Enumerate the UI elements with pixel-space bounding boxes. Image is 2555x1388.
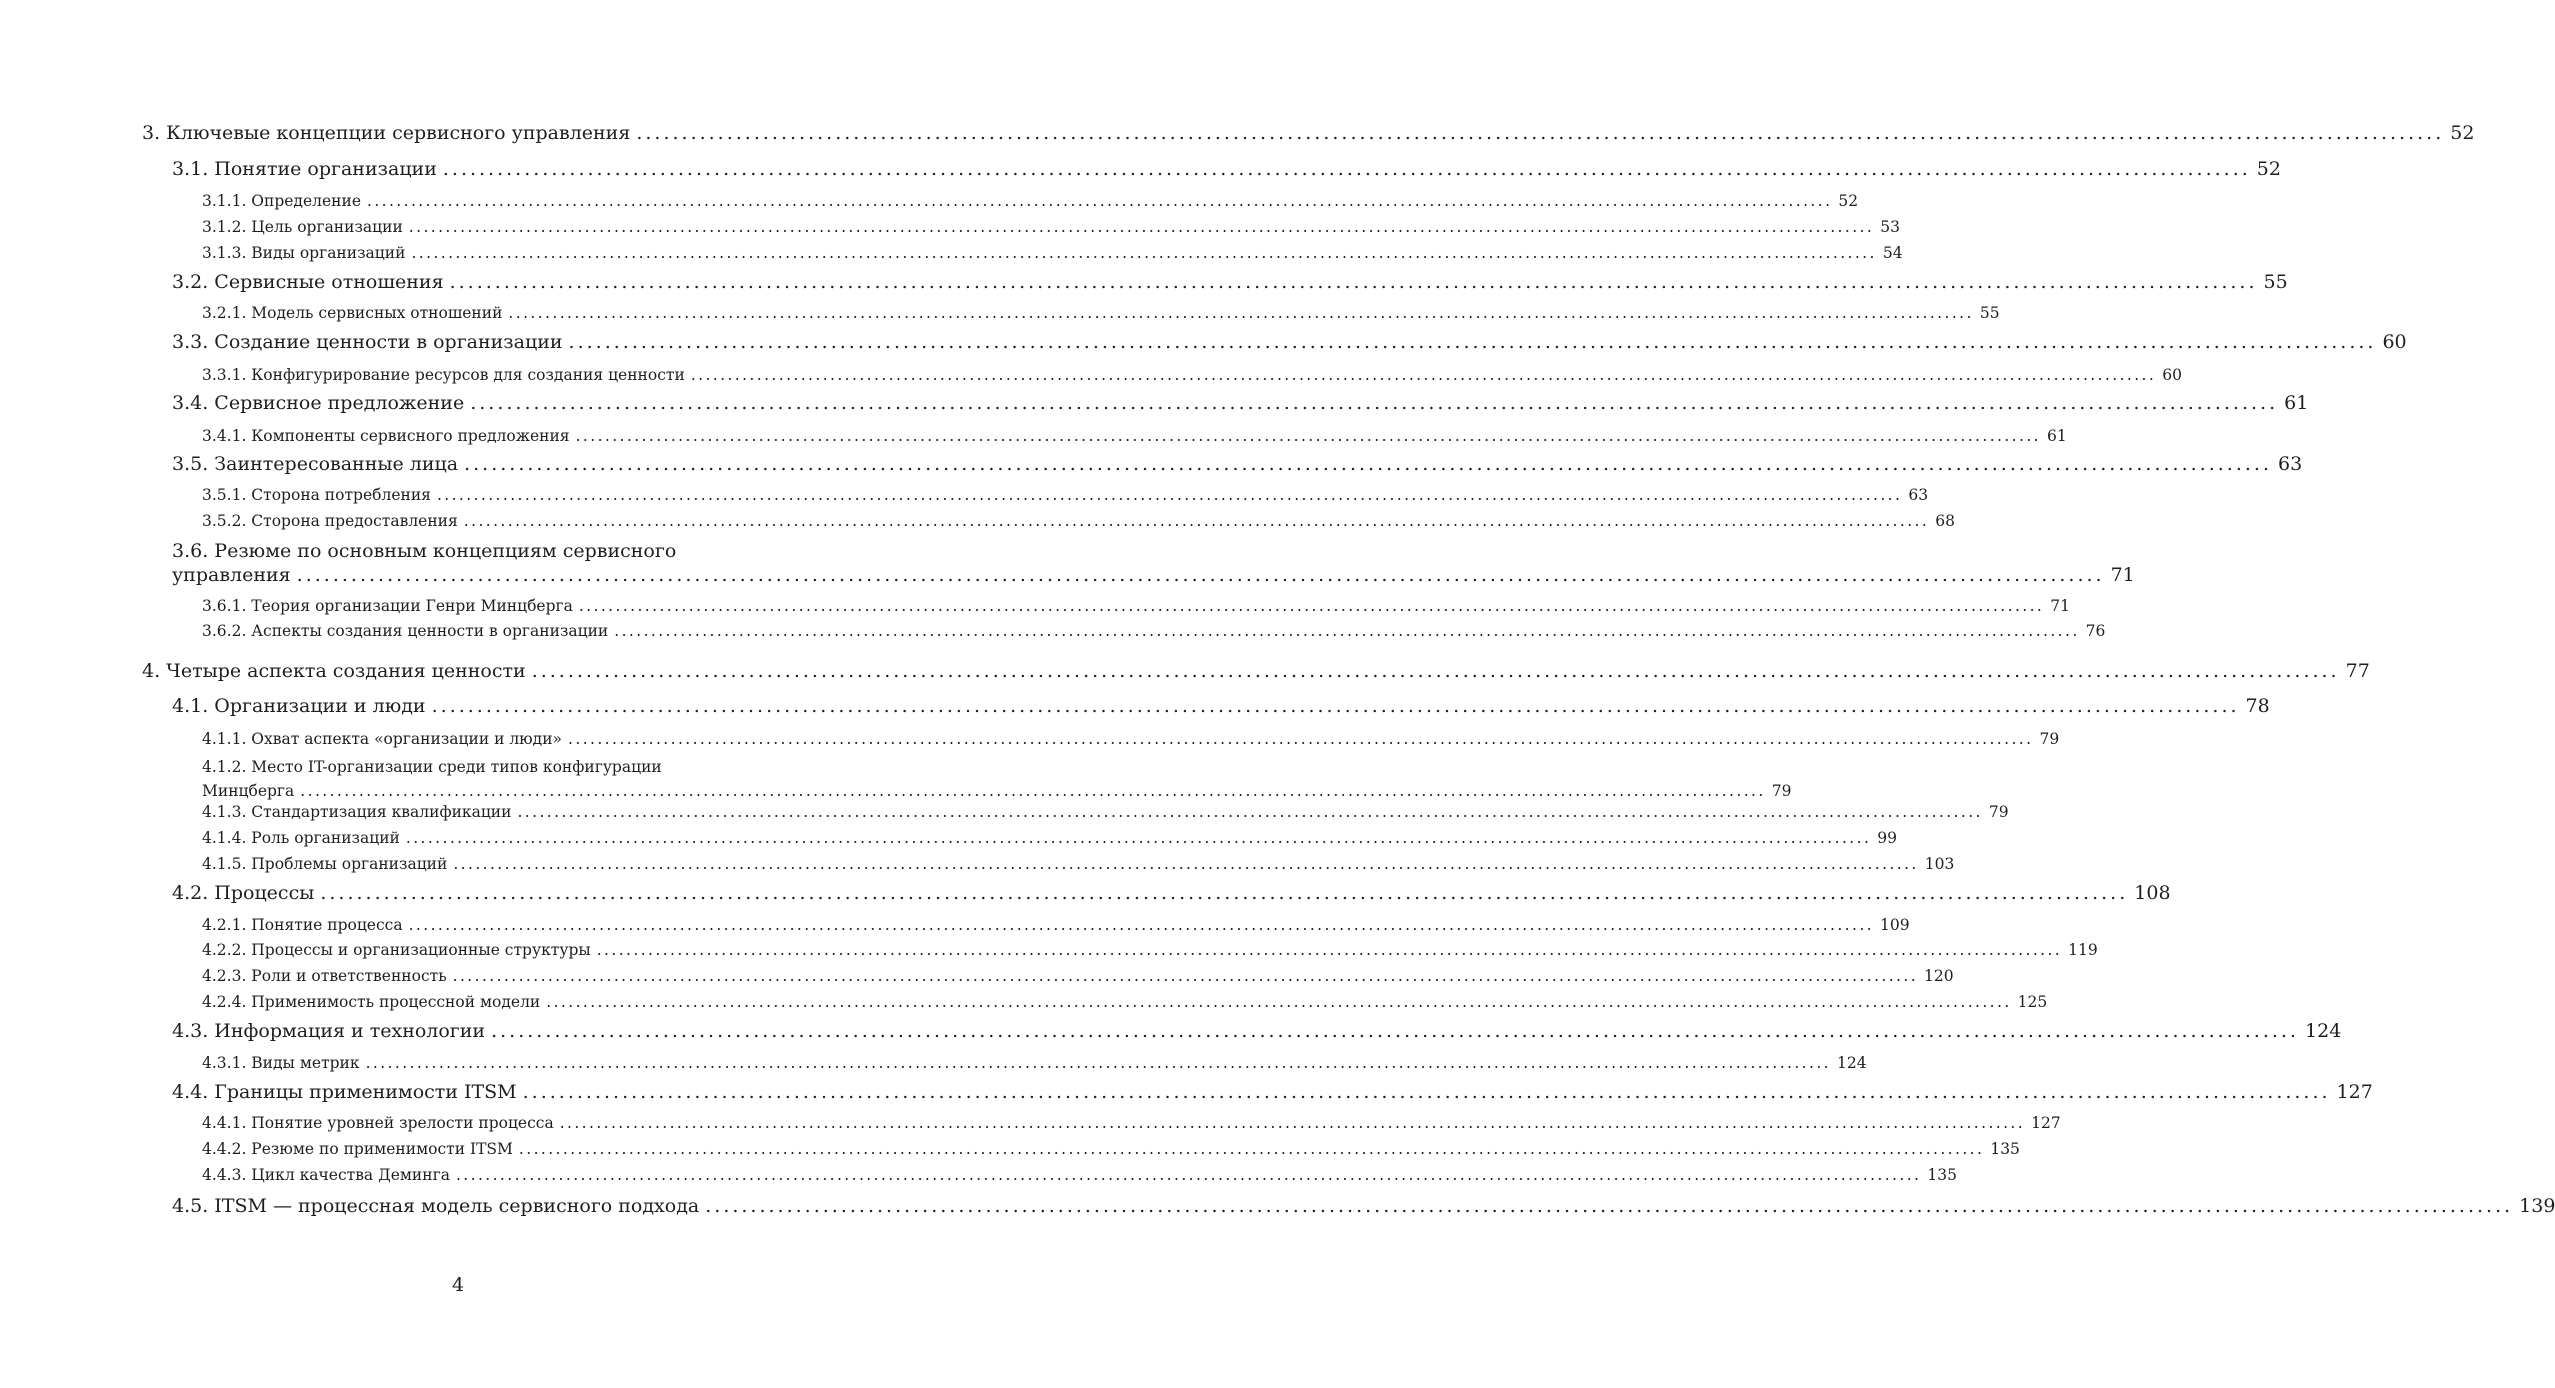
- toc-entry-title: 3.4.1. Компоненты сервисного предложения: [202, 427, 570, 445]
- toc-entry: [202, 512, 1955, 530]
- toc-entry-title: 3.3. Создание ценности в организации: [172, 331, 563, 353]
- toc-entry-title: 4.3. Информация и технологии: [172, 1020, 486, 1042]
- toc-entry-page: 135: [1927, 1166, 1957, 1184]
- toc-entry: [202, 1114, 2061, 1132]
- toc-leader-dots: ........................................................................................................................................................................................................: [408, 218, 1875, 236]
- toc-entry: [202, 486, 1929, 504]
- toc-leader-dots: ........................................................................................................................................................................................................: [575, 427, 2041, 445]
- toc-entry: [172, 1195, 2555, 1217]
- toc-entry-title-continued: Минцберга: [202, 782, 295, 800]
- toc-entry-page: 78: [2245, 695, 2270, 717]
- toc-entry: [202, 829, 1898, 847]
- toc-leader-dots: ........................................................................................................................................................................................................: [518, 1140, 1985, 1158]
- toc-entry-title: 4.5. ITSM — процессная модель сервисного подхода: [172, 1195, 700, 1217]
- toc-entry-page: 55: [2263, 271, 2288, 293]
- toc-entry-page: 52: [1838, 192, 1859, 210]
- toc-entry: [202, 1054, 1867, 1072]
- toc-entry-page: 61: [2047, 427, 2067, 445]
- toc-entry-page: 127: [2336, 1081, 2373, 1103]
- toc-entry: [202, 855, 1955, 873]
- toc-entry: [202, 967, 1954, 985]
- toc-entry-title: 3.1. Понятие организации: [172, 158, 437, 180]
- toc-entry-title: 3.4. Сервисное предложение: [172, 392, 465, 414]
- toc-entry: [172, 453, 2303, 475]
- toc-entry-title: 3.3.1. Конфигурирование ресурсов для создания ценности: [202, 366, 685, 384]
- toc-entry: [142, 122, 2475, 144]
- toc-entry-page: 76: [2085, 622, 2106, 640]
- toc-entry-page: 71: [2050, 597, 2070, 615]
- toc-entry: [202, 597, 2070, 615]
- toc-entry-page: 124: [2305, 1020, 2342, 1042]
- toc-leader-dots: ........................................................................................................................................................................................................: [453, 855, 1919, 873]
- toc-entry-title: 4.3.1. Виды метрик: [202, 1054, 360, 1072]
- toc-entry: [202, 244, 1903, 262]
- toc-entry: [202, 192, 1859, 210]
- toc-entry: [202, 304, 2000, 322]
- toc-leader-dots: ........................................................................................................................................................................................................: [300, 782, 1766, 800]
- toc-leader-dots: ........................................................................................................................................................................................................: [436, 486, 1903, 504]
- toc-leader-dots: ........................................................................................................................................................................................................: [367, 192, 1833, 210]
- toc-entry-page: 55: [1979, 304, 2000, 322]
- toc-entry-page: 61: [2284, 392, 2309, 414]
- toc-entry: [202, 755, 1792, 803]
- toc-entry-title: 3.2.1. Модель сервисных отношений: [202, 304, 503, 322]
- toc-entry-title-continued: управления: [172, 564, 291, 586]
- toc-leader-dots: ........................................................................................................................................................................................................: [431, 695, 2240, 717]
- toc-leader-dots: ........................................................................................................................................................................................................: [405, 829, 1872, 847]
- toc-entry-title: 4.2.2. Процессы и организационные структуры: [202, 941, 591, 959]
- toc-entry-page: 71: [2110, 564, 2135, 586]
- toc-entry-page: 77: [2345, 660, 2370, 682]
- toc-entry: [172, 695, 2270, 717]
- toc-entry-page: 120: [1924, 967, 1954, 985]
- toc-entry-title: 4.2. Процессы: [172, 882, 315, 904]
- toc-entry-page: 79: [2039, 730, 2060, 748]
- toc-leader-dots: ........................................................................................................................................................................................................: [568, 331, 2377, 353]
- toc-entry-title: 4.1. Организации и люди: [172, 695, 426, 717]
- toc-leader-dots: ........................................................................................................................................................................................................: [464, 453, 2272, 475]
- toc-entry: [202, 427, 2067, 445]
- toc-entry-page: 109: [1880, 916, 1910, 934]
- toc-entry-title: 4.1.5. Проблемы организаций: [202, 855, 448, 873]
- toc-entry: [172, 1081, 2373, 1103]
- toc-entry: [202, 916, 1910, 934]
- toc-entry: [202, 1166, 1957, 1184]
- toc-leader-dots: ........................................................................................................................................................................................................: [320, 882, 2129, 904]
- toc-entry-title: 3.6.2. Аспекты создания ценности в организации: [202, 622, 609, 640]
- toc-entry-page: 53: [1880, 218, 1900, 236]
- toc-entry: [202, 218, 1900, 236]
- toc-entry-page: 68: [1935, 512, 1955, 530]
- toc-entry-page: 139: [2519, 1195, 2555, 1217]
- toc-entry: [172, 392, 2309, 414]
- toc-leader-dots: ........................................................................................................................................................................................................: [531, 660, 2340, 682]
- toc-leader-dots: ........................................................................................................................................................................................................: [508, 304, 1974, 322]
- toc-entry-title: 4.2.4. Применимость процессной модели: [202, 993, 541, 1011]
- toc-entry-title: 3.6. Резюме по основным концепциям сервисного: [172, 540, 677, 562]
- toc-entry-title: 3.5. Заинтересованные лица: [172, 453, 459, 475]
- toc-entry-title: 4.4.2. Резюме по применимости ITSM: [202, 1140, 513, 1158]
- toc-leader-dots: ........................................................................................................................................................................................................: [522, 1081, 2331, 1103]
- toc-entry: [172, 331, 2407, 353]
- toc-entry-page: 103: [1924, 855, 1955, 873]
- toc-entry: [172, 539, 2135, 587]
- toc-entry: [202, 993, 2048, 1011]
- toc-entry-page: 99: [1877, 829, 1898, 847]
- toc-entry: [172, 1020, 2342, 1042]
- page-number: 4: [451, 1274, 465, 1296]
- toc-leader-dots: ........................................................................................................................................................................................................: [296, 564, 2105, 586]
- toc-entry-title: 4.4.3. Цикл качества Деминга: [202, 1166, 450, 1184]
- toc-entry-page: 52: [2256, 158, 2281, 180]
- toc-entry-title: 3.1.1. Определение: [202, 192, 361, 210]
- toc-entry: [172, 271, 2288, 293]
- toc-entry-title: 4.2.1. Понятие процесса: [202, 916, 403, 934]
- toc-leader-dots: ........................................................................................................................................................................................................: [690, 366, 2157, 384]
- toc-entry: [202, 1140, 2020, 1158]
- toc-entry-title: 3.5.2. Сторона предоставления: [202, 512, 458, 530]
- toc-entry-title: 3.6.1. Теория организации Генри Минцберга: [202, 597, 573, 615]
- toc-leader-dots: ........................................................................................................................................................................................................: [452, 967, 1919, 985]
- toc-entry-title: 4.1.2. Место IT-организации среди типов конфигурации: [202, 758, 662, 776]
- toc-leader-dots: ........................................................................................................................................................................................................: [517, 803, 1983, 821]
- toc-entry-page: 79: [1771, 782, 1792, 800]
- toc-entry-title: 4. Четыре аспекта создания ценности: [142, 660, 526, 682]
- toc-leader-dots: ........................................................................................................................................................................................................: [442, 158, 2251, 180]
- toc-entry-page: 52: [2450, 122, 2475, 144]
- toc-entry-page: 63: [2278, 453, 2303, 475]
- toc-entry-page: 63: [1908, 486, 1929, 504]
- toc-entry-title: 4.1.1. Охват аспекта «организации и люди»: [202, 730, 563, 748]
- toc-leader-dots: ........................................................................................................................................................................................................: [596, 941, 2063, 959]
- toc-entry-title: 3.1.3. Виды организаций: [202, 244, 406, 262]
- toc-entry-title: 3. Ключевые концепции сервисного управления: [142, 122, 631, 144]
- toc-entry-title: 4.1.4. Роль организаций: [202, 829, 400, 847]
- toc-entry-page: 119: [2068, 941, 2098, 959]
- toc-entry: [172, 882, 2171, 904]
- toc-entry: [142, 660, 2370, 682]
- toc-entry-title: 4.2.3. Роли и ответственность: [202, 967, 447, 985]
- toc-entry-title: 4.4.1. Понятие уровней зрелости процесса: [202, 1114, 554, 1132]
- toc-entry-title: 3.2. Сервисные отношения: [172, 271, 444, 293]
- toc-entry-page: 54: [1882, 244, 1903, 262]
- toc-leader-dots: ........................................................................................................................................................................................................: [411, 244, 1877, 262]
- toc-leader-dots: ........................................................................................................................................................................................................: [463, 512, 1930, 530]
- toc-entry-page: 60: [2382, 331, 2407, 353]
- toc-leader-dots: ........................................................................................................................................................................................................: [470, 392, 2279, 414]
- toc-entry-title: 3.5.1. Сторона потребления: [202, 486, 431, 504]
- toc-entry-page: 60: [2162, 366, 2182, 384]
- toc-leader-dots: ........................................................................................................................................................................................................: [408, 916, 1874, 934]
- toc-leader-dots: ........................................................................................................................................................................................................: [365, 1054, 1831, 1072]
- toc-entry: [202, 941, 2098, 959]
- toc-leader-dots: ........................................................................................................................................................................................................: [578, 597, 2045, 615]
- toc-leader-dots: ........................................................................................................................................................................................................: [491, 1020, 2300, 1042]
- toc-entry: [202, 730, 2060, 748]
- toc-leader-dots: ........................................................................................................................................................................................................: [568, 730, 2034, 748]
- toc-entry: [202, 366, 2182, 384]
- toc-entry-title: 4.1.3. Стандартизация квалификации: [202, 803, 512, 821]
- toc-entry-page: 135: [1990, 1140, 2020, 1158]
- toc-leader-dots: ........................................................................................................................................................................................................: [636, 122, 2445, 144]
- toc-entry: [172, 158, 2281, 180]
- toc-leader-dots: ........................................................................................................................................................................................................: [705, 1195, 2514, 1217]
- toc-entry-page: 125: [2017, 993, 2048, 1011]
- toc-entry-page: 124: [1836, 1054, 1867, 1072]
- toc-leader-dots: ........................................................................................................................................................................................................: [614, 622, 2080, 640]
- toc-leader-dots: ........................................................................................................................................................................................................: [455, 1166, 1922, 1184]
- toc-entry: [202, 803, 2009, 821]
- toc-entry-page: 127: [2031, 1114, 2061, 1132]
- toc-leader-dots: ........................................................................................................................................................................................................: [559, 1114, 2026, 1132]
- toc-leader-dots: ........................................................................................................................................................................................................: [546, 993, 2012, 1011]
- toc-leader-dots: ........................................................................................................................................................................................................: [449, 271, 2258, 293]
- toc-entry-page: 108: [2134, 882, 2171, 904]
- toc-entry: [202, 622, 2106, 640]
- toc-entry-title: 3.1.2. Цель организации: [202, 218, 403, 236]
- toc-entry-page: 79: [1988, 803, 2009, 821]
- toc-entry-title: 4.4. Границы применимости ITSM: [172, 1081, 517, 1103]
